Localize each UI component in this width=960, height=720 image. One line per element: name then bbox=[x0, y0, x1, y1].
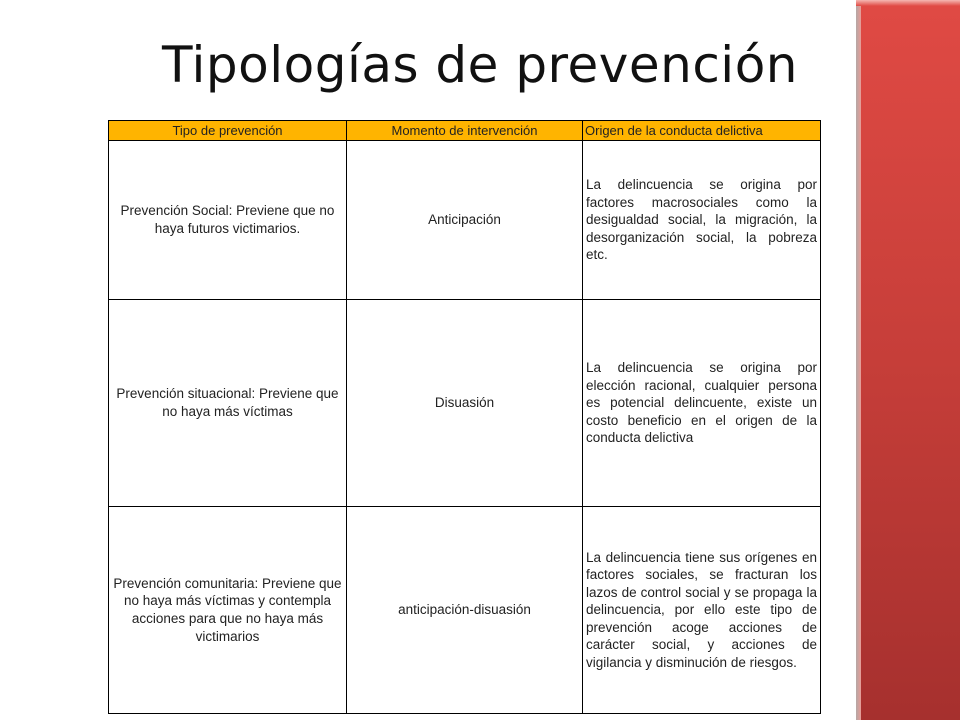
sidebar-top-highlight bbox=[856, 0, 960, 6]
decorative-sidebar bbox=[856, 0, 960, 720]
cell-tipo: Prevención situacional: Previene que no haya más víctimas bbox=[109, 300, 347, 507]
cell-origen: La delincuencia se origina por factores macrosociales como la desigualdad social, la migración, la desorganización social, la pobreza etc. bbox=[583, 141, 821, 300]
cell-tipo: Prevención Social: Previene que no haya futuros victimarios. bbox=[109, 141, 347, 300]
table-row bbox=[109, 300, 821, 507]
cell-tipo: Prevención comunitaria: Previene que no haya más víctimas y contempla acciones para que no haya más victimarios bbox=[109, 507, 347, 714]
cell-origen: La delincuencia se origina por elección racional, cualquier persona es potencial delincuente, existe un costo beneficio en el origen de la conducta delictiva bbox=[583, 300, 821, 507]
cell-momento: Disuasión bbox=[347, 300, 583, 507]
sidebar-edge bbox=[856, 0, 861, 720]
cell-momento: Anticipación bbox=[347, 141, 583, 300]
header-tipo: Tipo de prevención bbox=[109, 121, 347, 141]
cell-origen: La delincuencia tiene sus orígenes en factores sociales, se fracturan los lazos de control social y se propaga la delincuencia, por ello este tipo de prevención acoge acciones de carácter social, y acciones de vigilancia y disminución de riesgos. bbox=[583, 507, 821, 714]
header-momento: Momento de intervención bbox=[347, 121, 583, 141]
table-row bbox=[109, 507, 821, 714]
prevention-table bbox=[108, 120, 821, 714]
table-row bbox=[109, 141, 821, 300]
header-origen: Origen de la conducta delictiva bbox=[583, 121, 821, 141]
table-header-row bbox=[109, 121, 821, 141]
cell-momento: anticipación-disuasión bbox=[347, 507, 583, 714]
slide-title: Tipologías de prevención bbox=[162, 36, 798, 94]
